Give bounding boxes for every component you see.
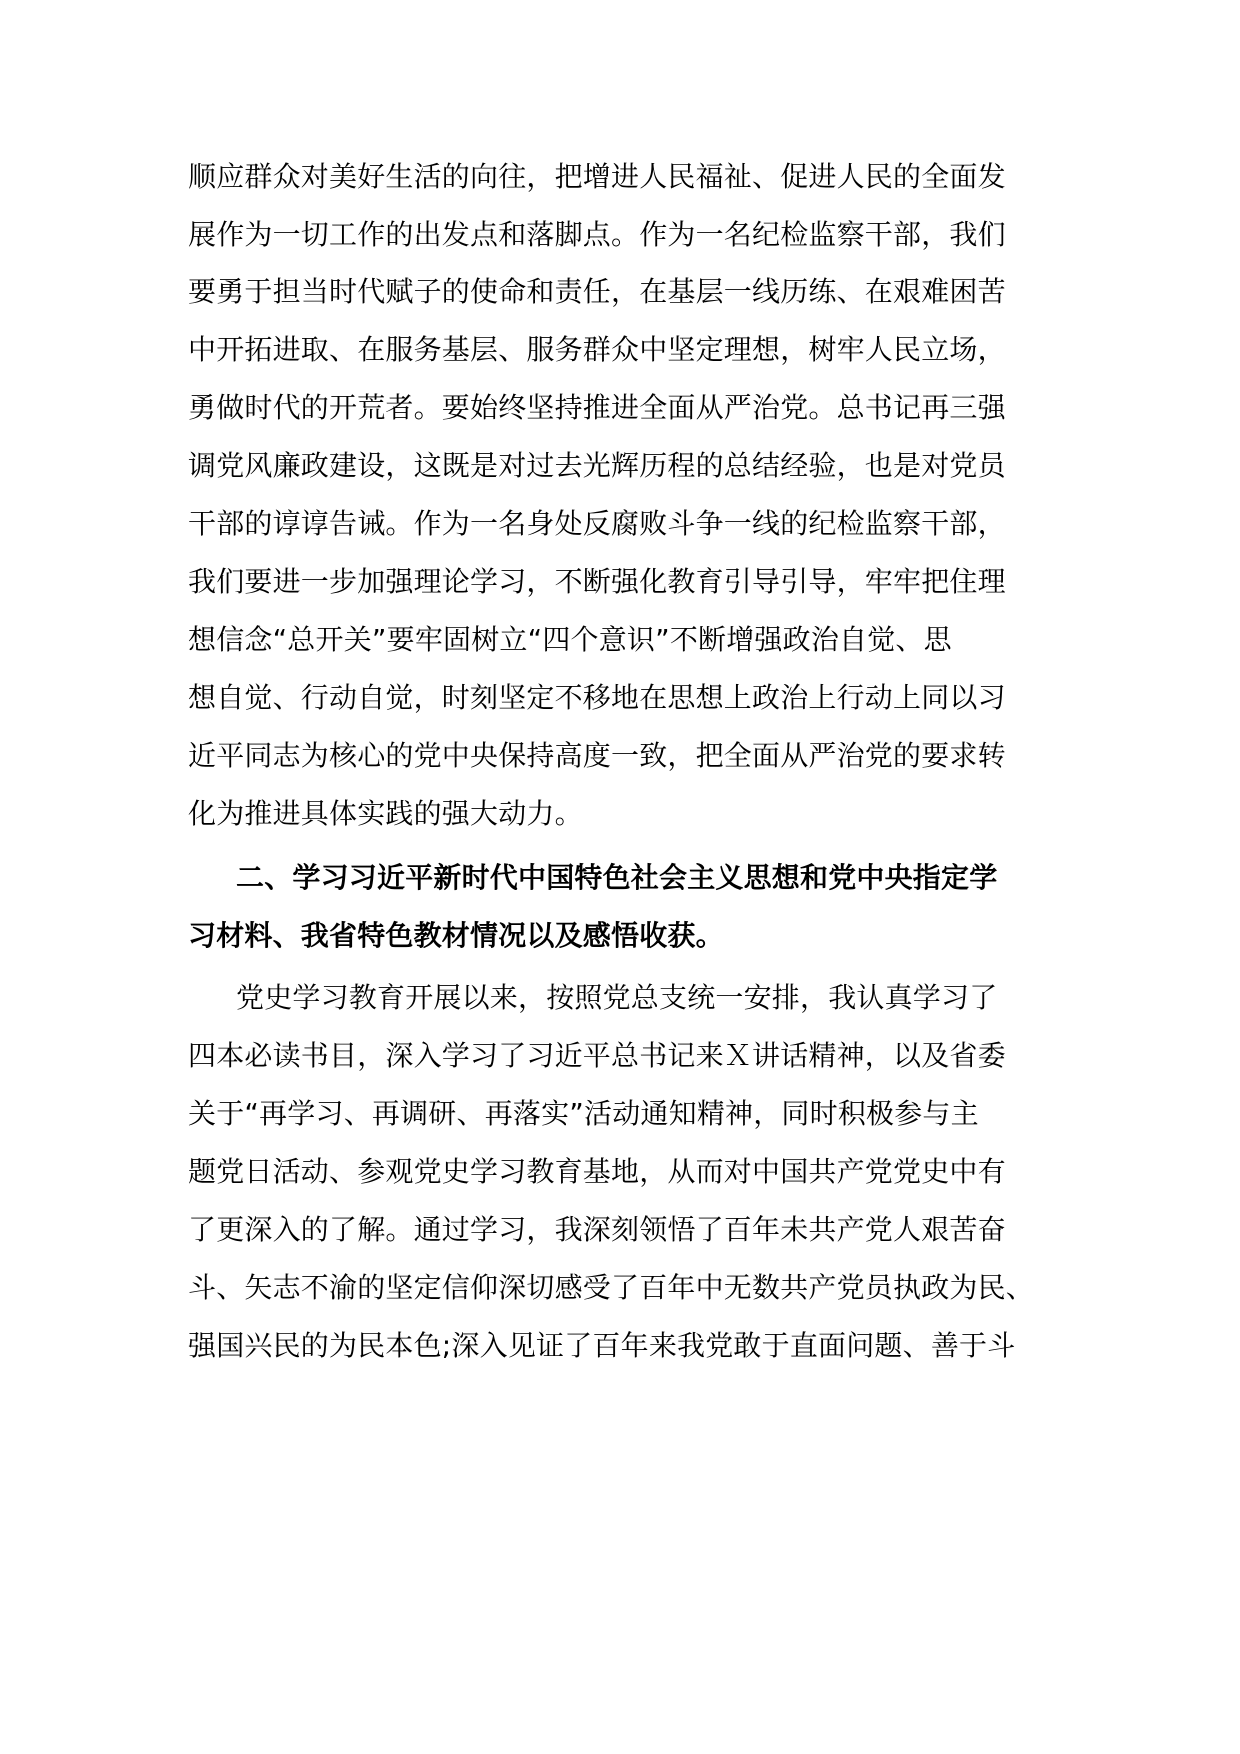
text-line: 要勇于担当时代赋子的使命和责任，在基层一线历练、在艰难困苦 [188, 275, 1006, 308]
text-line: 四本必读书目，深入学习了习近平总书记来Ｘ讲话精神，以及省委 [188, 1039, 1006, 1072]
text-line: 调党风廉政建设，这既是对过去光辉历程的总结经验，也是对党员 [188, 449, 1006, 482]
text-line: 干部的谆谆告诫。作为一名身处反腐败斗争一线的纪检监察干部， [188, 507, 1006, 540]
text-line: 想自觉、行动自觉，时刻坚定不移地在思想上政治上行动上同以习 [188, 681, 1006, 714]
text-line: 顺应群众对美好生活的向往，把增进人民福祉、促进人民的全面发 [188, 160, 1006, 193]
text-line: 了更深入的了解。通过学习，我深刻领悟了百年未共产党人艰苦奋 [188, 1213, 1006, 1246]
heading-line: 二、学习习近平新时代中国特色社会主义思想和党中央指定学 [236, 861, 998, 894]
text-line: 我们要进一步加强理论学习，不断强化教育引导引导，牢牢把住理 [188, 565, 1006, 598]
text-line: 化为推进具体实践的强大动力。 [188, 797, 583, 830]
text-line: 题党日活动、参观党史学习教育基地，从而对中国共产党党史中有 [188, 1155, 1006, 1188]
text-line: 想信念“总开关”要牢固树立“四个意识”不断增强政治自觉、思 [188, 623, 952, 656]
text-line: 中开拓进取、在服务基层、服务群众中坚定理想，树牢人民立场， [188, 333, 1006, 366]
text-line: 斗、矢志不渝的坚定信仰深切感受了百年中无数共产党员执政为民、 [188, 1271, 1035, 1304]
text-line: 关于“再学习、再调研、再落实”活动通知精神，同时积极参与主 [188, 1097, 979, 1130]
text-line: 展作为一切工作的出发点和落脚点。作为一名纪检监察干部，我们 [188, 218, 1006, 251]
text-line: 强国兴民的为民本色;深入见证了百年来我党敢于直面问题、善于斗 [188, 1329, 1016, 1362]
text-line: 近平同志为核心的党中央保持高度一致，把全面从严治党的要求转 [188, 739, 1006, 772]
text-line: 勇做时代的开荒者。要始终坚持推进全面从严治党。总书记再三强 [188, 391, 1006, 424]
text-line: 党史学习教育开展以来，按照党总支统一安排，我认真学习了 [236, 981, 998, 1014]
heading-line: 习材料、我省特色教材情况以及感悟收获。 [188, 919, 724, 952]
